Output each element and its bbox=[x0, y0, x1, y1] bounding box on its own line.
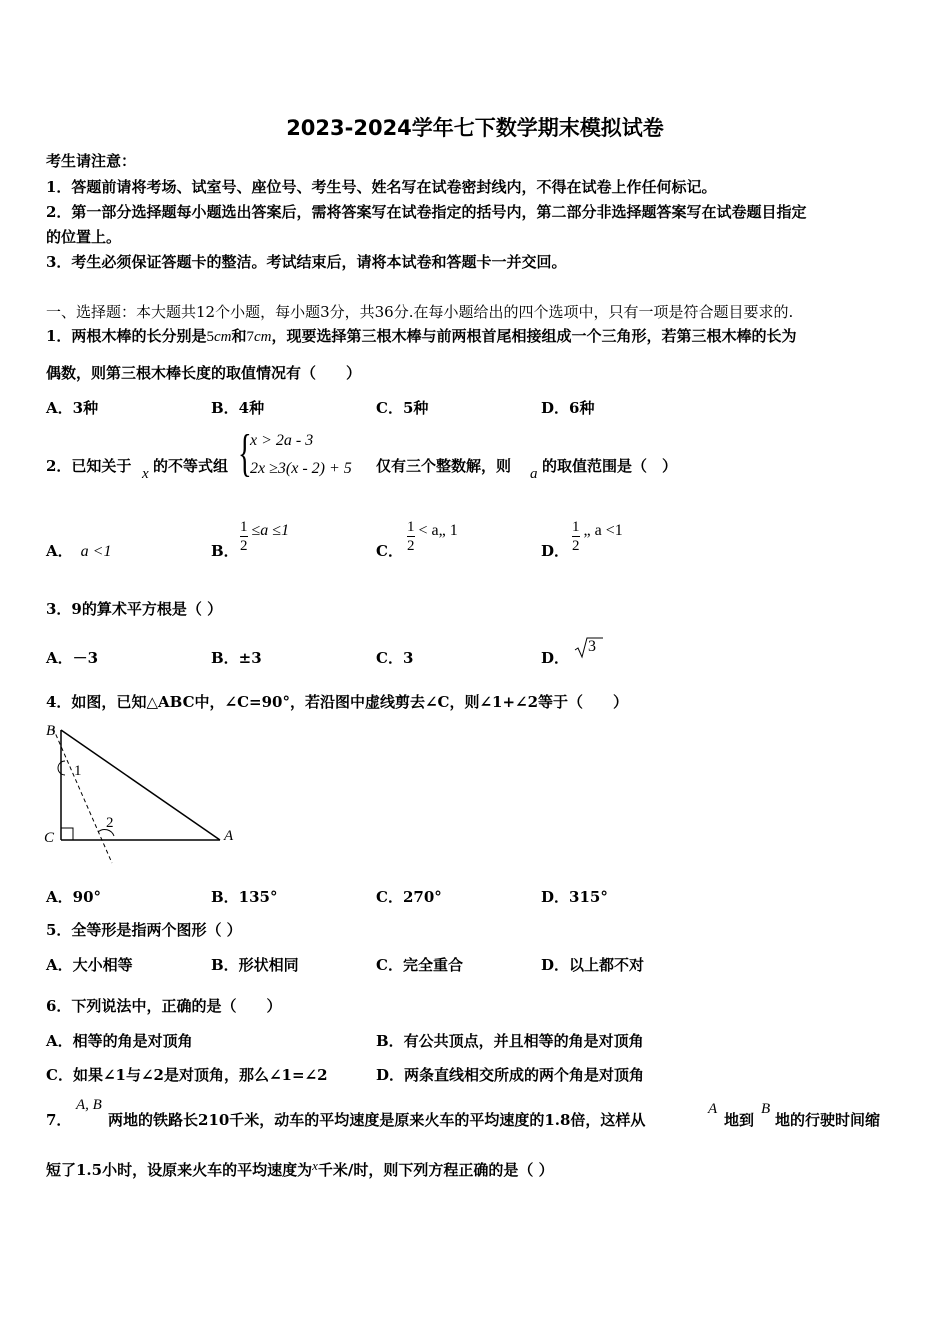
q6-option-c[interactable]: C．如果∠1与∠2是对顶角，那么∠1=∠2 bbox=[46, 1066, 328, 1084]
label-angle-2: 2 bbox=[106, 815, 114, 831]
q3-option-d-label[interactable]: D． bbox=[541, 649, 570, 667]
q2-option-d-math: $\frac{1}{2}$ „ a <1 bbox=[572, 519, 623, 554]
q1-option-b[interactable]: B．4种 bbox=[211, 399, 265, 417]
label-c: C bbox=[44, 830, 55, 846]
q6-option-d[interactable]: D．两条直线相交所成的两个角是对顶角 bbox=[376, 1066, 645, 1084]
question-2-stem-mid: 的不等式组 bbox=[153, 457, 229, 475]
q2-option-b-label[interactable]: B． bbox=[211, 542, 239, 560]
question-7-line-2: 短了1.5小时，设原来火车的平均速度为x千米/时，则下列方程正确的是（ ） bbox=[46, 1158, 554, 1179]
triangle-figure bbox=[40, 720, 250, 870]
q2-option-c-label[interactable]: C． bbox=[376, 542, 403, 560]
q4-option-b[interactable]: B．135° bbox=[211, 888, 278, 906]
question-7-to: 地到 bbox=[724, 1111, 755, 1129]
side-ab bbox=[61, 730, 220, 840]
q5-option-a[interactable]: A．大小相等 bbox=[46, 956, 133, 974]
question-6-stem: 6．下列说法中，正确的是（ ） bbox=[46, 997, 282, 1015]
notice-item-2-cont: 的位置上。 bbox=[46, 228, 122, 246]
page-title: 2023-2024学年七下数学期末模拟试卷 bbox=[286, 116, 664, 140]
q3-option-c[interactable]: C．3 bbox=[376, 649, 414, 667]
notice-heading: 考生请注意： bbox=[46, 152, 137, 170]
q2-option-b-math: $\frac{1}{2}$ ≤a ≤1 bbox=[240, 519, 290, 554]
label-a: A bbox=[224, 828, 234, 844]
q7-point-b: B bbox=[761, 1101, 771, 1117]
q5-option-c[interactable]: C．完全重合 bbox=[376, 956, 463, 974]
q2-option-c-math: $\frac{1}{2}$ < a„ 1 bbox=[407, 519, 458, 554]
q3-option-a[interactable]: A．－3 bbox=[46, 649, 99, 667]
q5-option-b[interactable]: B．形状相同 bbox=[211, 956, 299, 974]
q2-option-d-label[interactable]: D． bbox=[541, 542, 570, 560]
q2-inequality-2: 2x ≥3(x - 2) + 5 bbox=[250, 460, 352, 477]
question-5-stem: 5．全等形是指两个图形（ ） bbox=[46, 921, 242, 939]
q2-var-x: x bbox=[142, 466, 149, 482]
q3-option-b[interactable]: B．±3 bbox=[211, 649, 262, 667]
question-7-text-1: 两地的铁路长210千米，动车的平均速度是原来火车的平均速度的1.8倍，这样从 bbox=[108, 1111, 646, 1129]
q7-points-ab: A, B bbox=[76, 1097, 102, 1113]
notice-item-2: 2．第一部分选择题每小题选出答案后，需将答案写在试卷指定的括号内，第二部分非选择题答案写在试卷题目指定 bbox=[46, 203, 807, 221]
question-2-stem-post: 仅有三个整数解，则 bbox=[376, 457, 512, 475]
question-7-text-2: 地的行驶时间缩 bbox=[775, 1111, 881, 1129]
label-b: B bbox=[46, 723, 56, 739]
question-2-stem-end: 的取值范围是（ ） bbox=[542, 457, 678, 475]
q1-option-d[interactable]: D．6种 bbox=[541, 399, 595, 417]
brace-symbol: { bbox=[238, 425, 252, 482]
q5-option-d[interactable]: D．以上都不对 bbox=[541, 956, 645, 974]
section-heading: 一、选择题：本大题共12个小题，每小题3分，共36分.在每小题给出的四个选项中，只有一项是符合题目要求的. bbox=[46, 303, 794, 321]
question-4-stem: 4．如图，已知△ABC中，∠C=90°，若沿图中虚线剪去∠C，则∠1+∠2等于（ ） bbox=[46, 693, 629, 711]
q6-option-b[interactable]: B．有公共顶点，并且相等的角是对顶角 bbox=[376, 1032, 644, 1050]
notice-item-3: 3．考生必须保证答题卡的整洁。考试结束后，请将本试卷和答题卡一并交回。 bbox=[46, 253, 567, 271]
q1-option-c[interactable]: C．5种 bbox=[376, 399, 429, 417]
question-2-stem-pre: 2．已知关于 bbox=[46, 457, 132, 475]
right-angle-mark bbox=[61, 828, 73, 840]
question-1-line-2: 偶数，则第三根木棒长度的取值情况有（ ） bbox=[46, 364, 362, 382]
q4-option-c[interactable]: C．270° bbox=[376, 888, 442, 906]
q2-inequality-1: x > 2a - 3 bbox=[250, 432, 314, 449]
question-3-stem: 3．9的算术平方根是（ ） bbox=[46, 600, 223, 618]
q4-option-a[interactable]: A．90° bbox=[46, 888, 102, 906]
question-7-number: 7． bbox=[46, 1111, 72, 1129]
label-angle-1: 1 bbox=[74, 763, 82, 779]
cut-line bbox=[53, 728, 112, 863]
q1-option-a[interactable]: A．3种 bbox=[46, 399, 99, 417]
q4-option-d[interactable]: D．315° bbox=[541, 888, 608, 906]
q2-option-a[interactable]: A． a <1 bbox=[46, 542, 112, 560]
question-1-line-1: 1．两根木棒的长分别是5cm和7cm，现要选择第三根木棒与前两根首尾相接组成一个三角形，若第三根木棒的长为 bbox=[46, 327, 797, 345]
q7-point-a: A bbox=[708, 1101, 718, 1117]
q2-var-a: a bbox=[530, 466, 538, 482]
q6-option-a[interactable]: A．相等的角是对顶角 bbox=[46, 1032, 193, 1050]
notice-item-1: 1．答题前请将考场、试室号、座位号、考生号、姓名写在试卷密封线内，不得在试卷上作任何标记。 bbox=[46, 178, 717, 196]
